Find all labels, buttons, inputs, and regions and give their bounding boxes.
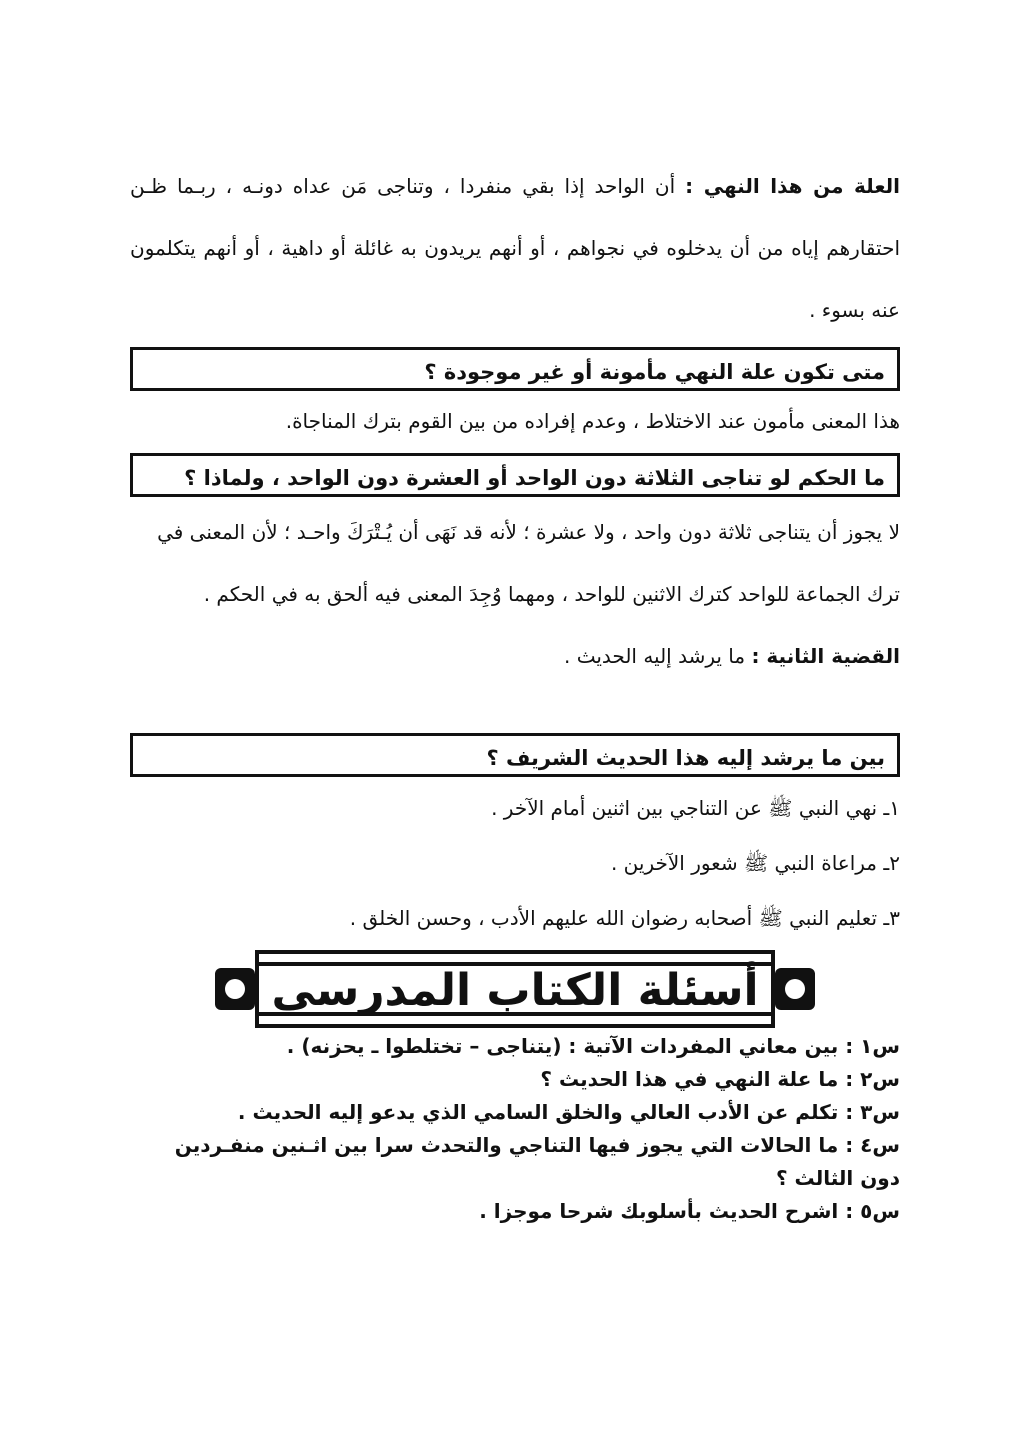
question-box-2: ما الحكم لو تناجى الثلاثة دون الواحد أو العشرة دون الواحد ، ولماذا ؟ [130,453,900,497]
list-item: ٢ـ مراعاة النبي ﷺ شعور الآخرين . [610,851,900,875]
banner-frame [255,950,775,1028]
book-question: س٣ : تكلم عن الأدب العالي والخلق السامي الذي يدعو إليه الحديث . [237,1100,900,1124]
list-item: ١ـ نهي النبي ﷺ عن التناجي بين اثنين أمام الآخر . [491,796,900,820]
question-box-1: متى تكون علة النهي مأمونة أو غير موجودة ؟ [130,347,900,391]
answer-1: هذا المعنى مأمون عند الاختلاط ، وعدم إفراده من بين القوم بترك المناجاة. [285,409,900,433]
question-box-3: بين ما يرشد إليه هذا الحديث الشريف ؟ [130,733,900,777]
banner-title: أسئلة الكتاب المدرسي [271,965,759,1016]
banner-cap-left-icon [215,968,255,1010]
issue-two-text: ما يرشد إليه الحديث . [563,644,746,668]
answer-2: لا يجوز أن يتناجى ثلاثة دون واحد ، ولا عشرة ؛ لأنه قد نَهَى أن يُـتْرَكَ واحـد ؛ لأن المعنى في ترك الجماعة للواحد كترك الاثنين للواحد ، ومهما وُجِدَ المعنى فيه ألحق به في الحكم . [157,520,900,606]
book-question: س٤ : ما الحالات التي يجوز فيها التناجي والتحدث سرا بين اثـنين منفـردين دون الثالث ؟ [174,1133,900,1190]
issue-two-lead: القضية الثانية : [751,644,900,668]
book-question: س٥ : اشرح الحديث بأسلوبك شرحا موجزا . [479,1199,900,1223]
book-question: س١ : بين معاني المفردات الآتية : (يتناجى – تختلطوا ـ يحزنه) . [286,1034,900,1058]
intro-text: أن الواحد إذا بقي منفردا ، وتناجى مَن عداه دونـه ، ربـما ظـن احتقارهم إياه من أن يدخلوه في نجواهم ، أو أنهم يريدون به غائلة أو داهية ، أو أنهم يتكلمون عنه بسوء . [130,174,900,322]
banner-cap-right-icon [775,968,815,1010]
document-page [130,155,900,1228]
book-question: س٢ : ما علة النهي في هذا الحديث ؟ [540,1067,900,1091]
intro-paragraph [130,155,900,341]
list-item: ٣ـ تعليم النبي ﷺ أصحابه رضوان الله عليهم الأدب ، وحسن الخلق . [349,906,900,930]
intro-lead: العلة من هذا النهي : [685,174,901,198]
issue-two-line [130,625,900,687]
banner-section [130,950,900,1028]
section-gap [130,687,900,727]
